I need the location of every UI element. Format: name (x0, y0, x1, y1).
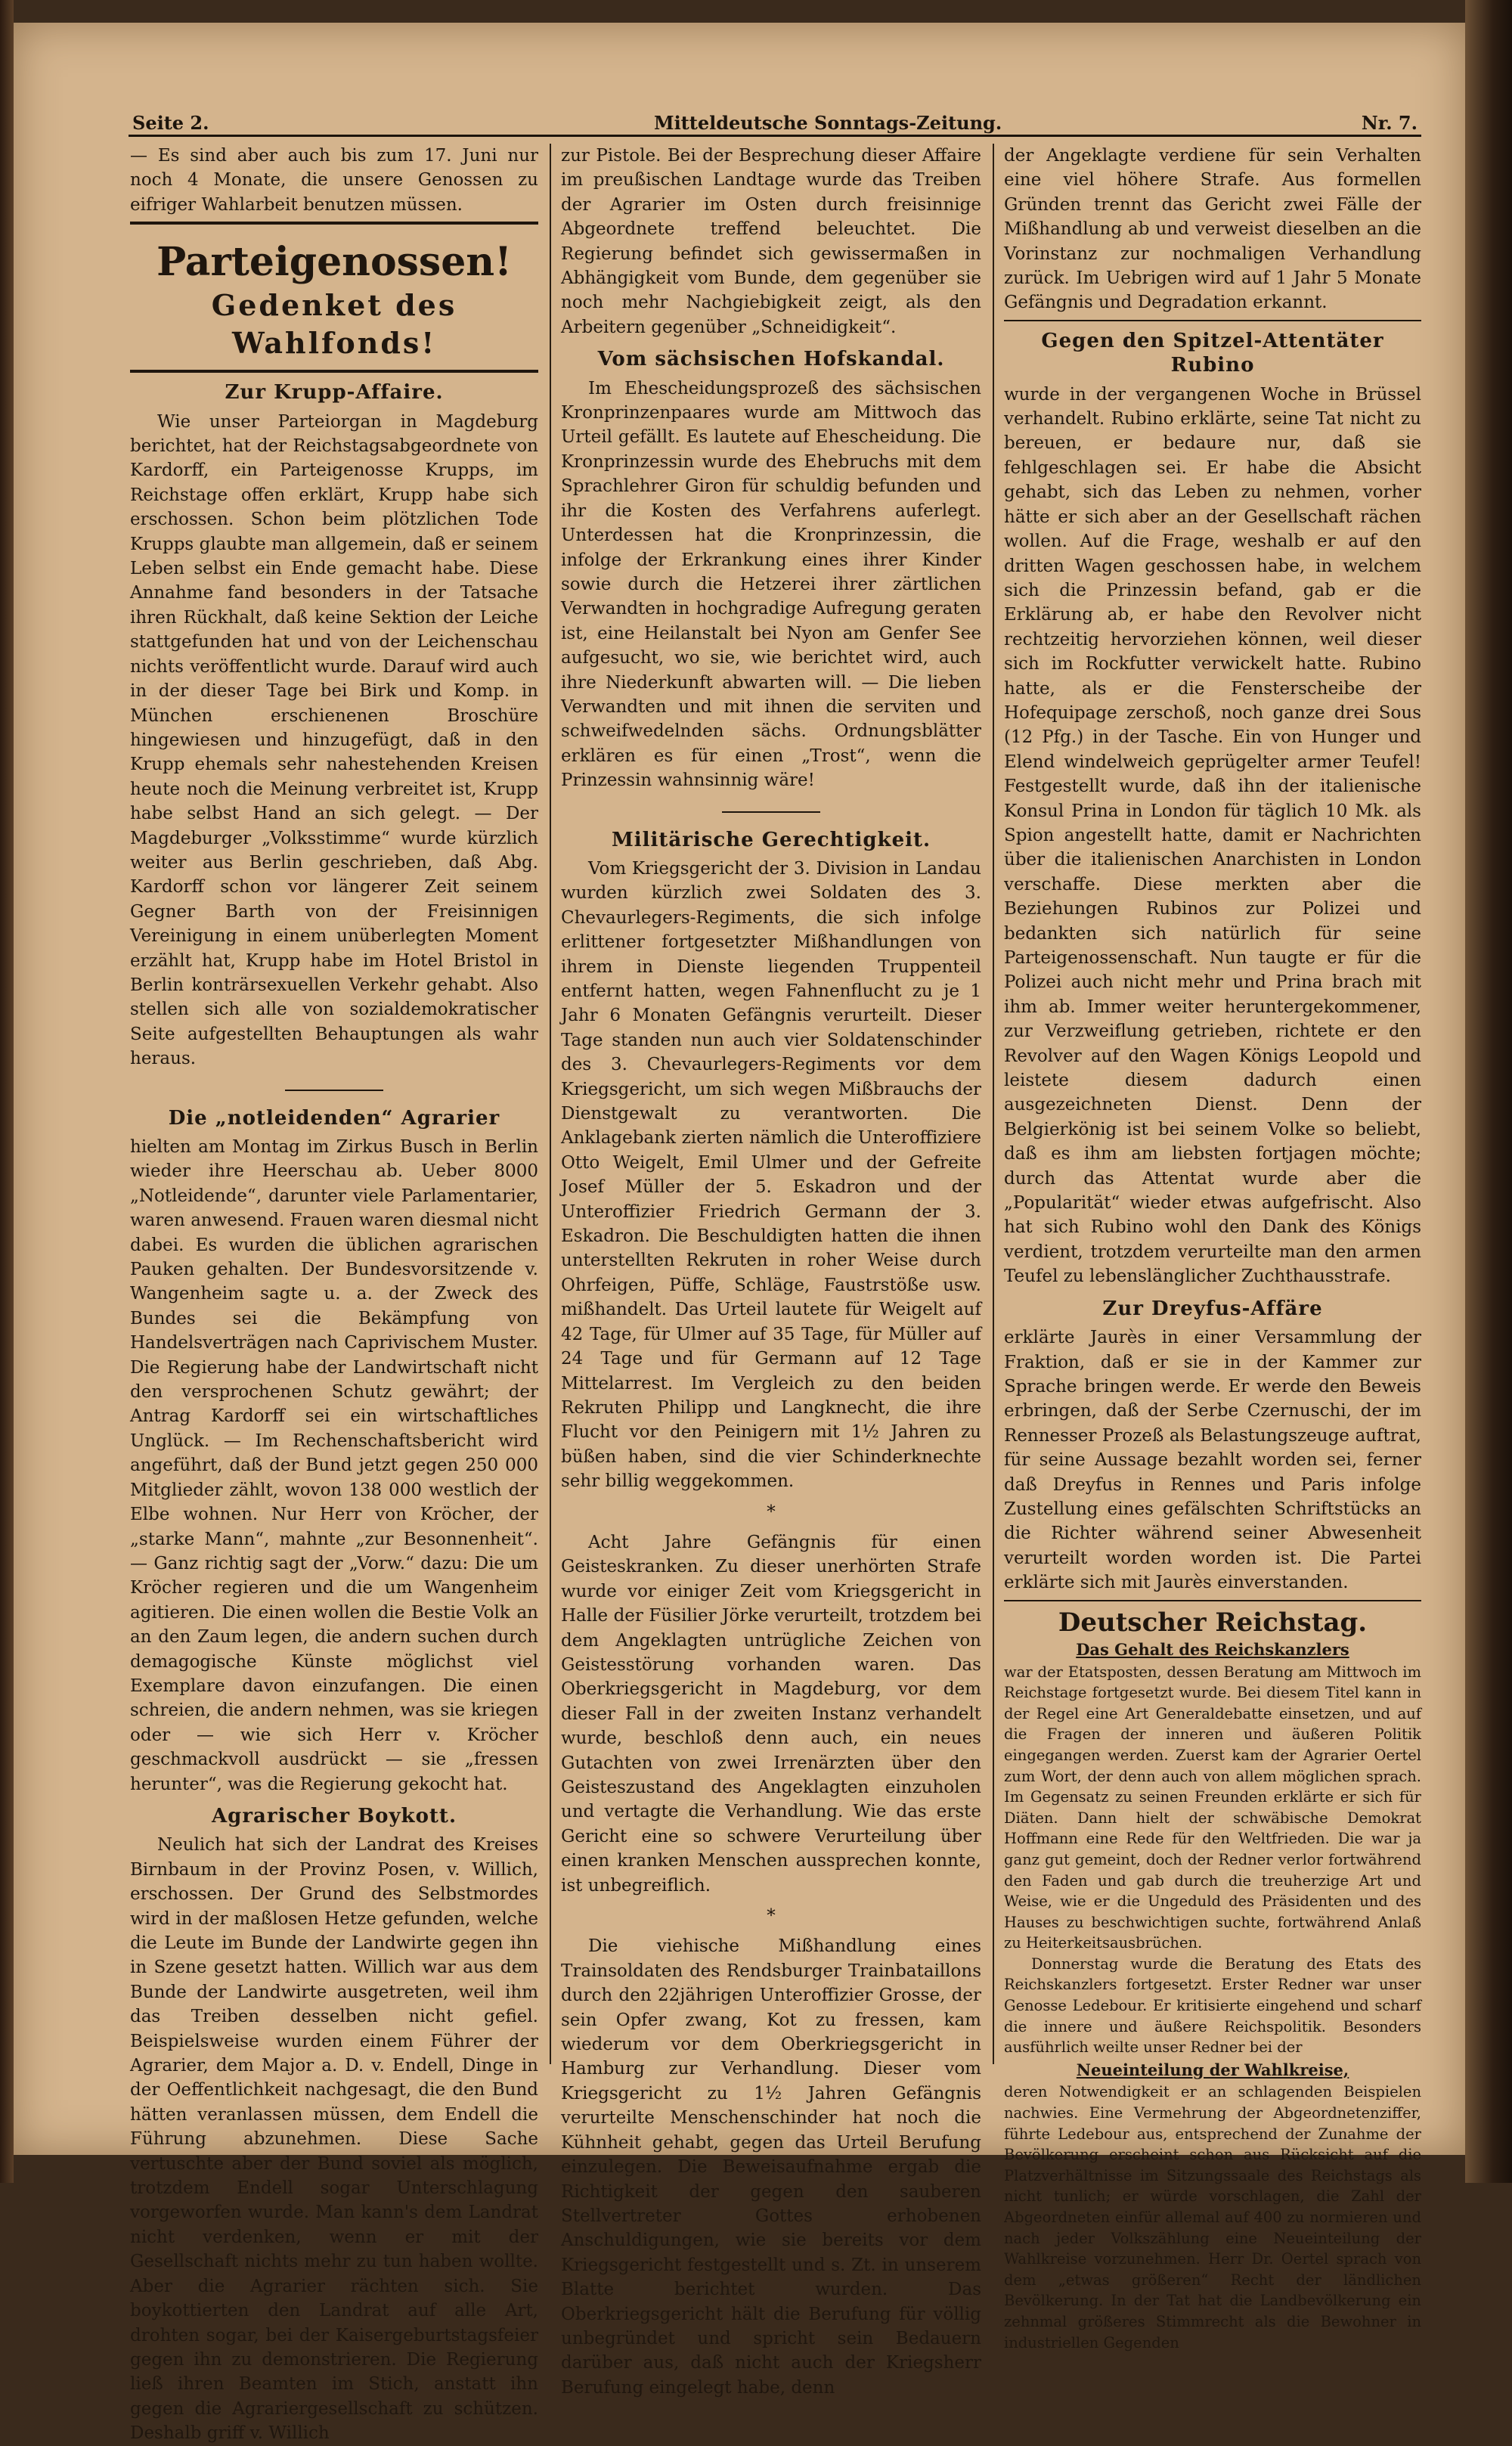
headline-krupp: Zur Krupp-Affaire. (225, 381, 444, 405)
separator (285, 1090, 383, 1091)
article-agrarier: hielten am Montag im Zirkus Busch in Berlin wieder ihre Heerschau ab. Ueber 8000 „Notleidende“, darunter viele Parlamentarier, waren anwesend. Frauen waren diesmal nicht dabei. Es wurden die üblichen agrarischen Pauken gehalten. Der Bundesvorsitzende v. Wangenheim sagte u. a. der Zweck des Bundes sei die Bekämpfung von Handelsverträgen nach Caprivischem Muster. Die Regierung habe der Landwirtschaft nicht den versprochenen Schutz gewährt; der Antrag Kardorff sei ein wirtschaftliches Unglück. — Im Rechenschaftsbericht wird angeführt, daß der Bund jetzt gegen 250 000 Mitglieder zählt, wovon 138 000 westlich der Elbe wohnen. Nur Herr von Kröcher, der „starke Mann“, mahnte „zur Besonnenheit“. — Ganz richtig sagt der „Vorw.“ dazu: Die um Kröcher regieren und die um Wangenheim agitieren. Die einen wollen die Bestie Volk an an den Zaum legen, die andern suchen durch demagogische Künste möglichst viel Exemplare davon einzufangen. Die einen schreien, die andern nehmen, was sie kriegen oder — wie sich Herr v. Kröcher geschmackvoll ausdrückt — sie „fressen herunter“, was die Regierung gekocht hat. (130, 1137, 538, 1794)
star-separator: * (767, 1502, 776, 1522)
article-misshandlung: Die viehische Mißhandlung eines Trainsoldaten des Rendsburger Trainbataillons durch den 22jährigen Unteroffizier Grosse, der sein Opfer zwang, Kot zu fressen, kam wiederum vor dem Oberkriegsgericht in Hamburg zur Verhandlung. Dieser vom Kriegsgericht zu 1½ Jahren Gefängnis verurteilte Menschenschinder hat noch die Kühnheit gehabt, gegen das Urteil Berufung einzulegen. Die Beweisaufnahme ergab die Richtigkeit der gegen den sauberen Stellvertreter Gottes erhobenen Anschuldigungen, wie sie bereits vor dem Kriegsgericht festgestellt und s. Zt. in unserem Blatte berichtet wurden. Das Oberkriegsgericht hält die Berufung für völlig unbegründet und spricht sein Bedauern darüber aus, daß nicht auch der Kriegsherr Berufung eingelegt habe, denn (561, 1936, 981, 2398)
star-separator: * (767, 1906, 776, 1927)
page-header (132, 106, 1418, 136)
header-rule (129, 135, 1421, 137)
page-number: Seite 2. (132, 112, 209, 134)
article-wahlkreise: deren Notwendigkeit er an schlagenden Beispielen nachwies. Eine Vermehrung der Abgeordnetenziffer, führte Ledebour aus, entsprechend der Zunahme der Bevölkerung erscheint schon aus Rücksicht auf die Platzverhältnisse im Sitzungssaale des Reichstags als nicht tunlich; er würde vorschlagen, die Zahl der Abgeordneten einfür allemal auf 400 zu normieren und nach jeder Volkszählung eine Neueinteilung der Wahlkreise vorzunehmen. Herr Dr. Oertel sprach von dem „etwas größeren“ Recht der ländlichen Bevölkerung. In der Tat hat die Landbevölkerung ein zehnmal größeres Stimmrecht als die Bewohner in industriellen Gegenden (1004, 2083, 1421, 2351)
headline-militaer: Militärische Gerechtigkeit. (611, 828, 931, 851)
section-rule (130, 222, 538, 225)
column-3 (1004, 144, 1421, 2351)
section-rule (130, 370, 538, 373)
issue-number: Nr. 7. (1361, 112, 1418, 134)
newspaper-title: Mitteldeutsche Sonntags-Zeitung. (654, 112, 1002, 134)
headline-reichstag: Deutscher Reichstag. (1058, 1607, 1368, 1638)
subheadline-wahlkreise: Neueinteilung der Wahlkreise, (1076, 2060, 1349, 2079)
reichstag-report (1004, 1639, 1421, 2353)
headline-hofskandal: Vom sächsischen Hofskandal. (597, 348, 945, 371)
column-divider (550, 144, 551, 2064)
article-dreyfus: erklärte Jaurès in einer Versammlung der Fraktion, daß er sie in der Kammer zur Sprache bringen werde. Er werde den Beweis erbringen, daß der Serbe Czernuschi, der im Rennesser Prozeß als Belastungszeuge auftrat, für seine Aussage bezahlt worden sei, ferner daß Dreyfus in Rennes und Paris infolge Zustellung eines gefälschten Schriftstücks an die Richter während seiner Abwesenheit verurteilt worden worden ist. Die Partei erklärte sich mit Jaurès einverstanden. (1004, 1328, 1421, 1593)
column-divider (993, 144, 994, 2064)
article-misshandlung-continued: der Angeklagte verdiene für sein Verhalten eine viel höhere Strafe. Aus formellen Gründen trennt das Gericht zwei Fälle der Mißhandlung ab und verweist dieselben an die Vorinstanz zur nochmaligen Verhandlung zurück. Im Uebrigen wird auf 1 Jahr 5 Monate Gefängnis und Degradation erkannt. (1004, 146, 1421, 313)
article-boykott-continued: zur Pistole. Bei der Besprechung dieser Affaire im preußischen Landtage wurde das Treiben der Agrarier im Osten durch freisinnige Abgeordnete treffend beleuchtet. Die Regierung befindet sich gewissermaßen in Abhängigkeit vom Bunde, dem gegenüber sie noch mehr Nachgiebigkeit zeigt, als den Arbeitern gegenüber „Schneidigkeit“. (561, 146, 981, 337)
big-headline: Parteigenossen! (156, 239, 512, 286)
article-geisteskranken: Acht Jahre Gefängnis für einen Geisteskranken. Zu dieser unerhörten Strafe wurde vor einiger Zeit vom Kriegsgericht in Halle der Füsilier Jörke verurteilt, trotzdem bei dem Angeklagten untrügliche Zeichen von Geistesstörung vorhanden waren. Das Oberkriegsgericht in Magdeburg, vor dem dieser Fall in der zweiten Instanz verhandelt wurde, beschloß denn auch, ein neues Gutachten von zwei Irrenärzten über den Geisteszustand des Angeklagten einzuholen und vertagte die Verhandlung. Wie das erste Gericht eine so schwere Verurteilung über einen kranken Menschen aussprechen konnte, ist unbegreiflich. (561, 1532, 981, 1896)
article-militaer: Vom Kriegsgericht der 3. Division in Landau wurden kürzlich zwei Soldaten des 3. Chevaurlegers-Regiments, die sich infolge erlittener fortgesetzter Mißhandlungen von ihrem in Dienste liegenden Truppenteil entfernt hatten, wegen Fahnenflucht zu je 1 Jahr 6 Monaten Gefängnis verurteilt. Dieser Tage standen nun auch vier Soldatenschinder des 3. Chevaurlegers-Regiments vor dem Kriegsgericht, um sich wegen Mißbrauchs der Dienstgewalt zu verantworten. Die Anklagebank zierten nämlich die Unteroffiziere Otto Weigelt, Emil Ulmer und der Gefreite Josef Müller der 5. Eskadron und der Unteroffizier Friedrich Germann der 3. Eskadron. Die Beschuldigten hatten die ihnen unterstellten Rekruten in roher Weise durch Ohrfeigen, Püffe, Schläge, Faustrstöße usw. mißhandelt. Das Urteil lautete für Weigelt auf 42 Tage, für Ulmer auf 35 Tage, für Müller auf 24 Tage und für Germann auf 12 Tage Mittelarrest. Im Vergleich zu den beiden Rekruten Philipp und Langknecht, die ihre Flucht vor den Peinigern mit 1½ Jahren zu büßen haben, sind die vier Schinderknechte sehr billig weggekommen. (561, 858, 981, 1492)
book-binding-edge (0, 0, 14, 2183)
column-2 (561, 144, 981, 2398)
headline-agrarier: Die „notleidenden“ Agrarier (168, 1106, 500, 1130)
article-boykott: Neulich hat sich der Landrat des Kreises Birnbaum in der Provinz Posen, v. Willich, erschossen. Der Grund des Selbstmordes wird in der maßlosen Hetze gefunden, welche die Leute im Bunde der Landwirte gegen ihn in Szene gesetzt hatten. Willich war aus dem Bunde der Landwirte ausgetreten, weil ihm das Treiben desselben nicht gefiel. Beispielsweise wurden einem Führer der Agrarier, dem Major a. D. v. Endell, Dinge in der Oeffentlichkeit nachgesagt, die den Bund hätten veranlassen müssen, dem Endell die Führung abzunehmen. Diese Sache vertuschte aber der Bund soviel als möglich, trotzdem Endell sogar Unterschlagung vorgeworfen wurde. Man kann's dem Landrat nicht verdenken, wenn er mit der Gesellschaft nichts mehr zu tun haben wollte. Aber die Agrarier rächten sich. Sie boykottierten den Landrat auf alle Art, drohten sogar, bei der Kaisergeburtstagsfeier gegen ihn zu demonstrieren. Die Regierung ließ ihren Beamten im Stich, anstatt ihn gegen die Agrariergesellschaft zu schützen. Deshalb griff v. Willich (130, 1835, 538, 2444)
column-1 (130, 144, 538, 2444)
headline-dreyfus: Zur Dreyfus-Affäre (1102, 1297, 1323, 1320)
section-rule (1004, 1600, 1421, 1601)
separator (722, 811, 820, 813)
book-spine (1465, 0, 1512, 2183)
headline-boykott: Agrarischer Boykott. (212, 1804, 457, 1828)
article-gehalt: war der Etatsposten, dessen Beratung am Mittwoch im Reichstage fortgesetzt wurde. Bei diesem Titel kann in der Regel eine Art Generaldebatte einsetzen, und auf die Fragen der inneren und äußeren Politik eingegangen werden. Zuerst kam der Agrarier Oertel zum Wort, der denn auch von allem möglichen sprach. Im Gegensatz zu seinen Freunden erklärte er sich für Diäten. Dann hielt der schwäbische Demokrat Hoffmann eine Rede für den Weltfrieden. Die war ja ganz gut gemeint, doch der Redner verlor fortwährend den Faden und gab durch die treuherzige Art und Weise, wie er die Ungeduld des Präsidenten und des Hauses zu beschwichtigen suchte, fortwährend Anlaß zu Heiterkeitsausbrüchen. (1004, 1663, 1421, 1952)
intro-text: — Es sind aber auch bis zum 17. Juni nur noch 4 Monate, die unsere Genossen zu eifriger Wahlarbeit benutzen müssen. (130, 146, 538, 215)
subheadline-gehalt: Das Gehalt des Reichskanzlers (1076, 1639, 1349, 1659)
article-krupp: Wie unser Parteiorgan in Magdeburg berichtet, hat der Reichstagsabgeordnete von Kardorff, ein Parteigenosse Krupps, im Reichstage offen erklärt, Krupp habe sich erschossen. Schon beim plötzlichen Tode Krupps glaubte man allgemein, daß er seinem Leben selbst ein Ende gemacht habe. Diese Annahme fand besonders in der Tatsache ihren Rückhalt, daß keine Sektion der Leiche stattgefunden hat und von der Leichenschau nichts veröffentlicht wurde. Darauf wird auch in der dieser Tage bei Birk und Komp. in München erschienenen Broschüre hingewiesen und hinzugefügt, daß in den Krupp ehemals sehr nahestehenden Kreisen heute noch die Meinung verbreitet ist, Krupp habe selbst Hand an sich gelegt. — Der Magdeburger „Volksstimme“ wurde kürzlich weiter aus Berlin geschrieben, daß Abg. Kardorff schon vor längerer Zeit seinem Gegner Barth von der Freisinnigen Vereinigung in einem unüberlegten Moment erzählt hat, Krupp habe im Hotel Bristol in Berlin konträrsexuellen Verkehr gehabt. Also stellen sich alle von sozialdemokratischer Seite aufgestellten Behauptungen als wahr heraus. (130, 411, 538, 1069)
article-rubino: wurde in der vergangenen Woche in Brüssel verhandelt. Rubino erklärte, seine Tat nicht zu bereuen, er bedaure nur, daß sie fehlgeschlagen sei. Er habe die Absicht gehabt, sich das Leben zu nehmen, vorher hätte er sich aber an der Gesellschaft rächen wollen. Auf die Frage, weshalb er auf den dritten Wagen geschossen habe, in welchem sich die Prinzessin befand, gab er die Erklärung ab, er habe den Revolver nicht rechtzeitig hervorziehen können, weil dieser sich im Rockfutter verwickelt hatte. Rubino hatte, als er die Fensterscheibe der Hofequipage zerschoß, noch ganze drei Sous (12 Pfg.) in der Tasche. Ein von Hunger und Elend windelweich geprügelter armer Teufel! Festgestellt wurde, daß ihn der italienische Konsul Prina in London für täglich 10 Mk. als Spion angestellt hatte, damit er Nachrichten über die italienischen Anarchisten in London verschaffe. Diese merkten aber die Beziehungen Rubinos zur Polizei und bedankten sich natürlich für seine Parteigenossenschaft. Nun taugte er für die Polizei auch nicht mehr und Prina brach mit ihm ab. Immer weiter heruntergekommener, zur Verzweiflung getrieben, richtete er den Revolver auf den Wagen Königs Leopold und leistete diesem dadurch einen ausgezeichneten Dienst. Denn der Belgierkönig ist bei seinem Volke so beliebt, daß es ihm am liebsten fortjagen möchte; durch das Attentat wurde aber die „Popularität“ wieder etwas aufgefrischt. Also hat sich Rubino wohl den Dank des Königs verdient, trotzdem verurteilte man den armen Teufel zu lebenslänglicher Zuchthausstrafe. (1004, 384, 1421, 1287)
big-subheadline: Gedenket des Wahlfonds! (211, 288, 457, 361)
section-rule (1004, 320, 1421, 321)
article-donnerstag: Donnerstag wurde die Beratung des Etats des Reichskanzlers fortgesetzt. Erster Redner war unser Genosse Ledebour. Er kritisierte eingehend und scharf die innere und äußere Reichspolitik. Besonders ausführlich weilte unser Redner bei der (1004, 1955, 1421, 2057)
headline-rubino: Gegen den Spitzel-Attentäter Rubino (1041, 329, 1384, 377)
article-hofskandal: Im Ehescheidungsprozeß des sächsischen Kronprinzenpaares wurde am Mittwoch das Urteil gefällt. Es lautete auf Ehescheidung. Die Kronprinzessin wurde des Ehebruchs mit dem Sprachlehrer Giron für schuldig befunden und ihr die Kosten des Verfahrens auferlegt. Unterdessen hat die Kronprinzessin, die infolge der Erkrankung eines ihrer Kinder sowie durch die Hetzerei ihrer zärtlichen Verwandten in hochgradige Aufregung geraten ist, eine Heilanstalt bei Nyon am Genfer See aufgesucht, wo sie, wie berichtet wird, auch ihre Niederkunft abwarten will. — Die lieben Verwandten und mit ihnen die serviten und schweifwedelnden sächs. Ordnungsblätter erklären es für einen „Trost“, wenn die Prinzessin wahnsinnig wäre! (561, 378, 981, 791)
